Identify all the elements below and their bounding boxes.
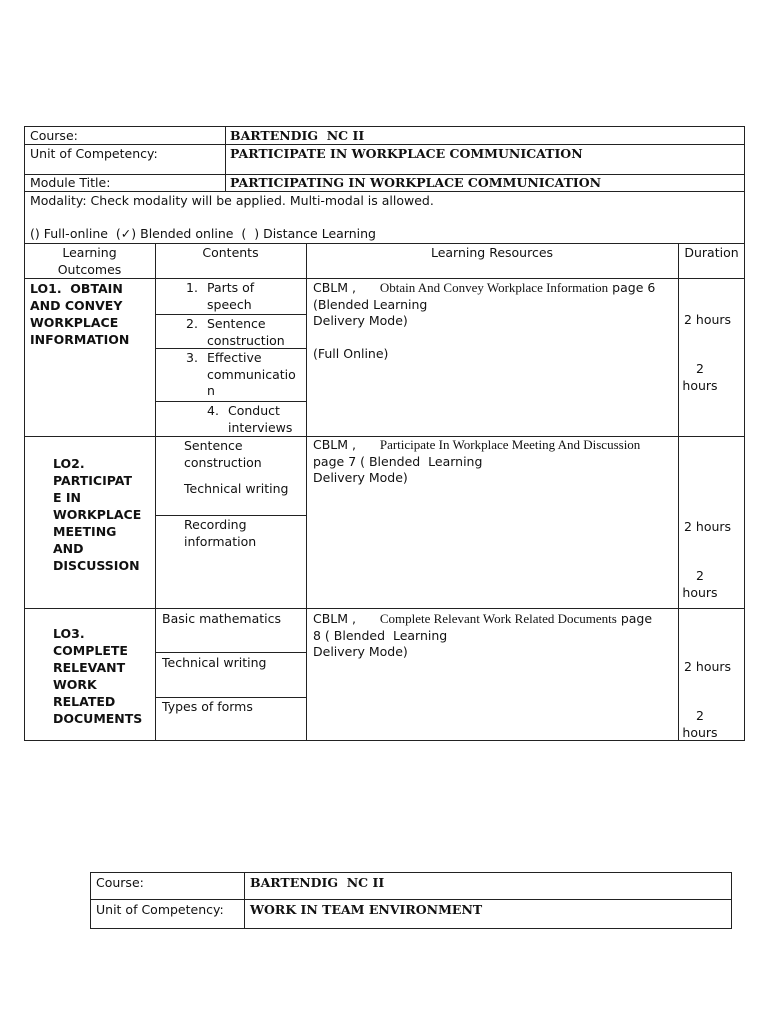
module-value: PARTICIPATING IN WORKPLACE COMMUNICATION xyxy=(230,175,602,190)
content-divider xyxy=(155,314,306,315)
resource-lo1: CBLM , Obtain And Convey Workplace Information page 6 (Blended Learning Delivery Mode) (Full Online) xyxy=(313,280,656,361)
col-divider xyxy=(225,126,226,191)
module-table-2 xyxy=(90,872,732,929)
col-divider xyxy=(678,243,679,741)
col-divider xyxy=(306,243,307,741)
content-divider xyxy=(155,652,306,653)
content-number: 4. xyxy=(207,403,219,418)
content-number: 3. xyxy=(186,350,198,365)
content-item: Effective communicatio n xyxy=(207,350,296,398)
header-contents: Contents xyxy=(202,245,259,260)
content-item: Recording information xyxy=(184,517,257,549)
duration-lo2-a: 2 hours xyxy=(684,519,732,534)
content-item: Conduct interviews xyxy=(228,403,293,435)
uoc-label: Unit of Competency: xyxy=(30,146,158,161)
course-label: Course: xyxy=(30,128,78,143)
row-divider xyxy=(24,278,745,279)
content-item: Parts of speech xyxy=(207,280,255,312)
content-item: Technical writing xyxy=(162,655,267,670)
row-divider xyxy=(24,608,745,609)
duration-lo3-a: 2 hours xyxy=(684,659,732,674)
course-label-2: Course: xyxy=(96,875,144,890)
col-divider xyxy=(155,243,156,741)
row-divider xyxy=(24,144,745,145)
modality-options: () Full-online (✓) Blended online ( ) Distance Learning xyxy=(30,226,376,241)
outcome-lo1: LO1. OBTAIN AND CONVEY WORKPLACE INFORMATION xyxy=(30,281,130,347)
row-divider xyxy=(24,243,745,244)
content-divider xyxy=(155,515,306,516)
row-divider xyxy=(90,899,732,900)
module-label: Module Title: xyxy=(30,175,111,190)
outcome-lo2: LO2. PARTICIPAT E IN WORKPLACE MEETING AND DISCUSSION xyxy=(53,456,142,573)
uoc-value-2: WORK IN TEAM ENVIRONMENT xyxy=(250,902,483,917)
content-divider xyxy=(155,401,306,402)
duration-lo1-b: 2 hours xyxy=(682,361,718,393)
duration-lo2-b: 2 hours xyxy=(682,568,718,600)
uoc-label-2: Unit of Competency: xyxy=(96,902,224,917)
header-resources: Learning Resources xyxy=(430,245,554,260)
resource-lo2: CBLM , Participate In Workplace Meeting And Discussion page 7 ( Blended Learning Delivery Mode) xyxy=(313,437,641,485)
col-divider xyxy=(244,872,245,929)
content-divider xyxy=(155,697,306,698)
content-item: Sentence construction xyxy=(207,316,285,348)
modality-text: Modality: Check modality will be applied. Multi-modal is allowed. xyxy=(30,193,434,208)
outcome-lo3: LO3. COMPLETE RELEVANT WORK RELATED DOCUMENTS xyxy=(53,626,143,726)
content-number: 2. xyxy=(186,316,198,331)
content-item: Types of forms xyxy=(162,699,253,714)
resource-lo3: CBLM , Complete Relevant Work Related Documents page 8 ( Blended Learning Delivery Mode) xyxy=(313,611,653,659)
header-duration: Duration xyxy=(684,245,739,260)
course-value-2: BARTENDIG NC II xyxy=(250,875,385,890)
course-value: BARTENDIG NC II xyxy=(230,128,365,143)
content-number: 1. xyxy=(186,280,198,295)
content-item: Basic mathematics xyxy=(162,611,282,626)
uoc-value: PARTICIPATE IN WORKPLACE COMMUNICATION xyxy=(230,146,583,161)
duration-lo3-b: 2 hours xyxy=(682,708,718,740)
header-outcomes: Learning Outcomes xyxy=(57,245,122,277)
content-item: Sentence construction xyxy=(184,438,262,470)
content-item: Technical writing xyxy=(184,481,289,496)
duration-lo1-a: 2 hours xyxy=(684,312,732,327)
